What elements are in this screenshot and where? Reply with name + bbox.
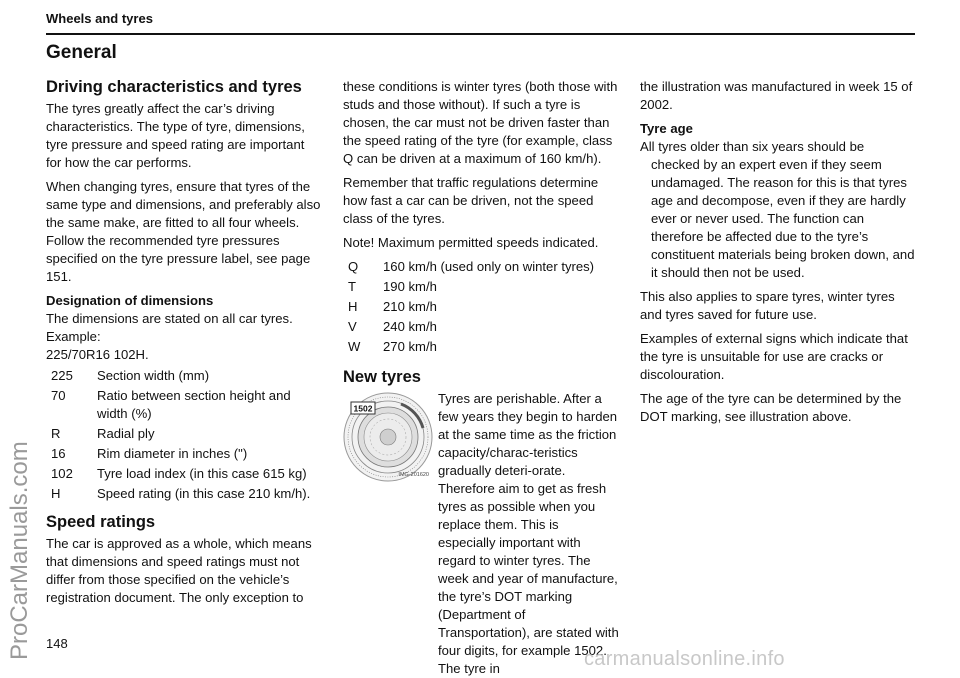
table-row bbox=[348, 338, 594, 358]
dimension-code: 70 bbox=[51, 388, 66, 403]
page-number: 148 bbox=[46, 636, 68, 651]
table-row bbox=[348, 278, 594, 298]
paragraph-note: Note! Maximum permitted speeds indicated. bbox=[343, 235, 599, 250]
column-right bbox=[640, 78, 916, 432]
dimension-desc: Speed rating (in this case 210 km/h). bbox=[97, 486, 311, 501]
table-row bbox=[51, 465, 322, 485]
dimension-desc: Section width (mm) bbox=[97, 368, 210, 383]
horizontal-watermark: carmanualsonline.info bbox=[584, 648, 785, 670]
tyre-dot-illustration bbox=[343, 392, 433, 482]
new-tyres-block bbox=[343, 390, 619, 678]
dimension-code: 102 bbox=[51, 466, 73, 481]
paragraph-spare-tyres: This also applies to spare tyres, winter tyres and tyres saved for future use. bbox=[640, 289, 895, 322]
header-rule bbox=[46, 33, 915, 35]
dimension-code: 16 bbox=[51, 446, 66, 461]
table-row bbox=[51, 367, 322, 387]
dimension-code: H bbox=[51, 486, 61, 501]
dimension-code: R bbox=[51, 426, 61, 441]
table-row bbox=[348, 318, 594, 338]
page-title: General bbox=[46, 42, 117, 63]
dot-code-label: 1502 bbox=[353, 403, 373, 414]
dimension-desc: Ratio between section height and width (%) bbox=[97, 388, 291, 421]
table-row bbox=[51, 387, 322, 425]
paragraph-traffic-regulations: Remember that traffic regulations determine how fast a car can be driven, not the speed class of the tyres. bbox=[343, 175, 599, 226]
speed-table bbox=[348, 258, 594, 358]
table-row bbox=[51, 485, 322, 505]
dimension-desc: Tyre load index (in this case 615 kg) bbox=[97, 466, 307, 481]
column-left bbox=[46, 76, 322, 613]
paragraph-illustration-week: the illustration was manufactured in week 15 of 2002. bbox=[640, 79, 913, 112]
paragraph-external-signs: Examples of external signs which indicate that the tyre is unsuitable for use are cracks or discolouration. bbox=[640, 331, 908, 382]
heading-designation: Designation of dimensions bbox=[46, 293, 214, 308]
example-code: 225/70R16 102H. bbox=[46, 347, 149, 362]
paragraph-changing-tyres: When changing tyres, ensure that tyres of the same type and dimensions, and preferably also the same make, are fitted to all four wheels. Follow the recommended tyre pressures specified on the tyre pressure label, see page 151. bbox=[46, 179, 321, 284]
vertical-watermark bbox=[0, 205, 40, 665]
paragraph-speed-ratings: The car is approved as a whole, which means that dimensions and speed ratings must not differ from those specified on the vehicle’s registration document. The only exception to bbox=[46, 536, 312, 605]
heading-driving-characteristics: Driving characteristics and tyres bbox=[46, 78, 302, 96]
speed-desc: 190 km/h bbox=[383, 279, 437, 294]
heading-speed-ratings: Speed ratings bbox=[46, 513, 156, 531]
paragraph-winter-tyres: these conditions is winter tyres (both those with studs and those without). If such a tyre is chosen, the car must not be driven faster than the speed rating of the tyre (for example, class Q can be driven at a maximum of 160 km/h). bbox=[343, 79, 618, 166]
dimension-desc: Rim diameter in inches (") bbox=[97, 446, 248, 461]
speed-code: T bbox=[348, 279, 356, 294]
new-tyres-text: Tyres are perishable. After a few years they begin to harden at the same time as the friction capacity/charac-teristics gradually deteri-orate. Therefore aim to get as fresh tyres as possible when you replace them. This is especially important with regard to winter tyres. The week and year of manufacture, the tyre’s DOT marking (Department of Transportation), are stated with four digits, for example 1502. The tyre in bbox=[438, 391, 619, 676]
heading-tyre-age: Tyre age bbox=[640, 121, 693, 136]
paragraph-tyres-affect: The tyres greatly affect the car’s driving characteristics. The type of tyre, dimensions, tyre pressure and speed rating are important for how the car performs. bbox=[46, 101, 305, 170]
dimension-desc: Radial ply bbox=[97, 426, 155, 441]
dimension-code: 225 bbox=[51, 368, 73, 383]
table-row bbox=[348, 298, 594, 318]
heading-new-tyres: New tyres bbox=[343, 368, 421, 386]
watermark-vertical-text: ProCarManuals.com bbox=[6, 441, 33, 660]
dimension-table bbox=[51, 367, 322, 505]
speed-code: V bbox=[348, 319, 357, 334]
table-row bbox=[51, 425, 322, 445]
table-row bbox=[51, 445, 322, 465]
speed-desc: 160 km/h (used only on winter tyres) bbox=[383, 259, 595, 274]
paragraph-dot-marking: The age of the tyre can be determined by the DOT marking, see illustration above. bbox=[640, 391, 902, 424]
paragraph-designation: The dimensions are stated on all car tyres. Example: bbox=[46, 311, 293, 344]
speed-desc: 240 km/h bbox=[383, 319, 437, 334]
speed-code: Q bbox=[348, 259, 359, 274]
paragraph-tyre-age: All tyres older than six years should be checked by an expert even if they seem undamaged. The reason for this is that tyres age and decompose, even if they are hardly ever or never used. The function can therefore be affected due to the tyre’s constituent materials being broken down, and it should then not be used. bbox=[640, 139, 915, 280]
speed-code: W bbox=[348, 339, 361, 354]
speed-desc: 210 km/h bbox=[383, 299, 437, 314]
image-id-label: IMG-201620 bbox=[398, 472, 429, 478]
speed-desc: 270 km/h bbox=[383, 339, 437, 354]
speed-code: H bbox=[348, 299, 358, 314]
column-middle bbox=[343, 78, 619, 678]
section-header: Wheels and tyres bbox=[46, 11, 153, 26]
table-row bbox=[348, 258, 594, 278]
